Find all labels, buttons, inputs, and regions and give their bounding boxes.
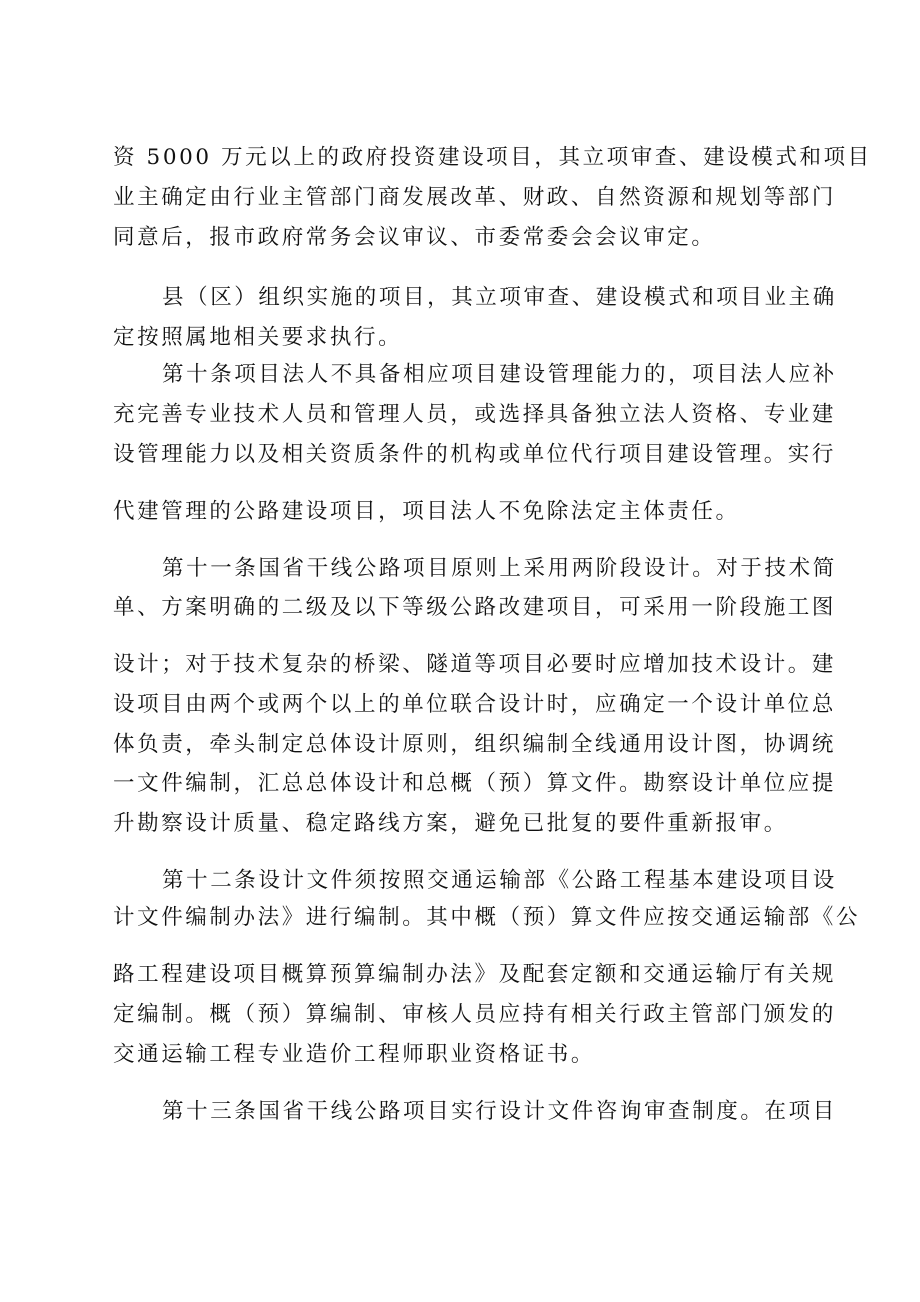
text-line: 设项目由两个或两个以上的单位联合设计时，应确定一个设计单位总 — [113, 692, 837, 717]
text-line: 一文件编制，汇总总体设计和总概（预）算文件。勘察设计单位应提 — [113, 771, 837, 796]
paragraph-start-line: 第十二条设计文件须按照交通运输部《公路工程基本建设项目设 — [162, 868, 837, 893]
text-line: 定编制。概（预）算编制、审核人员应持有相关行政主管部门颁发的 — [113, 1002, 837, 1027]
text-line: 代建管理的公路建设项目，项目法人不免除法定主体责任。 — [113, 499, 740, 524]
paragraph-start-line: 第十一条国省干线公路项目原则上采用两阶段设计。对于技术简 — [162, 556, 837, 581]
text-line: 设管理能力以及相关资质条件的机构或单位代行项目建设管理。实行 — [113, 442, 837, 467]
text-line: 资 5000 万元以上的政府投资建设项目，其立项审查、建设模式和项目 — [113, 145, 872, 170]
text-line: 单、方案明确的二级及以下等级公路改建项目，可采用一阶段施工图 — [113, 595, 837, 620]
text-line: 业主确定由行业主管部门商发展改革、财政、自然资源和规划等部门 — [113, 185, 837, 210]
text-line: 路工程建设项目概算预算编制办法》及配套定额和交通运输厅有关规 — [113, 962, 837, 987]
text-line: 升勘察设计质量、稳定路线方案，避免已批复的要件重新报审。 — [113, 811, 788, 836]
text-line: 体负责，牵头制定总体设计原则，组织编制全线通用设计图，协调统 — [113, 732, 837, 757]
text-line: 定按照属地相关要求执行。 — [113, 325, 403, 350]
paragraph-start-line: 县（区）组织实施的项目，其立项审查、建设模式和项目业主确 — [162, 285, 837, 310]
paragraph-start-line: 第十条项目法人不具备相应项目建设管理能力的，项目法人应补 — [162, 362, 837, 387]
paragraph-start-line: 第十三条国省干线公路项目实行设计文件咨询审查制度。在项目 — [162, 1099, 837, 1124]
text-line: 同意后，报市政府常务会议审议、市委常委会会议审定。 — [113, 225, 716, 250]
text-line: 交通运输工程专业造价工程师职业资格证书。 — [113, 1042, 596, 1067]
text-line: 计文件编制办法》进行编制。其中概（预）算文件应按交通运输部《公 — [113, 905, 861, 930]
text-line: 充完善专业技术人员和管理人员，或选择具备独立法人资格、专业建 — [113, 402, 837, 427]
text-line: 设计；对于技术复杂的桥梁、隧道等项目必要时应增加技术设计。建 — [113, 652, 837, 677]
